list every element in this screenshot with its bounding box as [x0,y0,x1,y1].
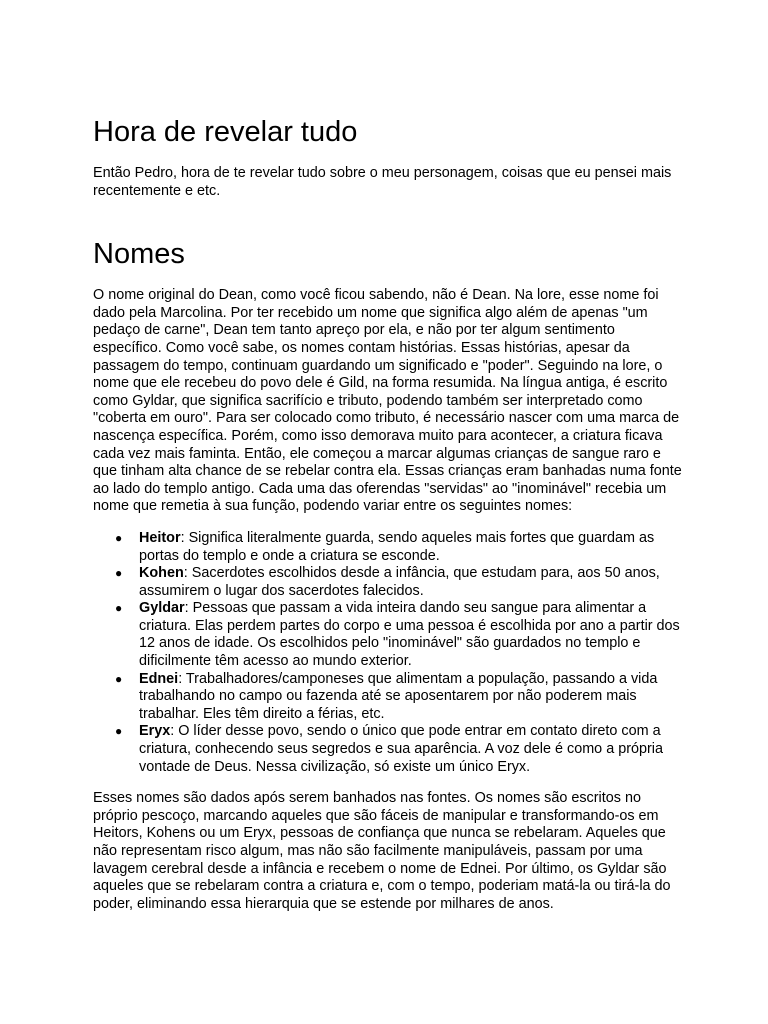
list-item-term: Ednei [139,670,179,687]
nomes-paragraph-1: O nome original do Dean, como você ficou sabendo, não é Dean. Na lore, esse nome foi dado pela Marcolina. Por ter recebido um nome que significa algo além de apenas "um pedaço de carne", Dean tem tanto apreço por ela, e não por ter algum sentimento específico. Como você sabe, os nomes contam histórias. Essas histórias, apesar da passagem do tempo, continuam guardando um significado e "poder". Seguindo na lore, o nome que ele recebeu do povo dele é Gild, na forma resumida. Na língua antiga, é escrito como Gyldar, que significa sacrifício e tributo, podendo também ser interpretado como "coberta em ouro". Para ser colocado como tributo, é necessário nascer com uma marca de nascença específica. Porém, como isso demorava muito para acontecer, a criatura ficava cada vez mais faminta. Então, ele começou a marcar algumas crianças de sangue raro e que tinham alta chance de se rebelar contra ela. Essas crianças eram banhadas numa fonte ao lado do templo antigo. Cada uma das oferendas "servidas" ao "inominável" recebia um nome que remetia à sua função, podendo variar entre os seguintes nomes: [93,287,682,515]
list-item [93,530,683,565]
bullet-icon: ● [115,724,123,739]
list-item-text: : Sacerdotes escolhidos desde a infância, que estudam para, aos 50 anos, assumirem o lugar dos sacerdotes falecidos. [139,565,660,599]
list-item-term: Heitor [139,529,181,546]
list-item [93,723,683,776]
list-item-text: : Trabalhadores/camponeses que alimentam a população, passando a vida trabalhando no campo ou fazenda até se aposentarem por não poderem mais trabalhar. Eles têm direito a férias, etc. [139,670,658,722]
bullet-icon: ● [115,566,123,581]
list-item-text: : Pessoas que passam a vida inteira dando seu sangue para alimentar a criatura. Elas perdem partes do corpo e uma pessoa é escolhida por ano a partir dos 12 anos de idade. Os escolhidos pelo "inominável" são guardados no templo e dificilmente têm acesso ao mundo exterior. [139,600,680,670]
document-title: Hora de revelar tudo [93,116,358,148]
section-heading-nomes: Nomes [93,238,185,271]
document-page [93,114,683,927]
bullet-icon: ● [115,530,123,545]
nomes-paragraph-2: Esses nomes são dados após serem banhados nas fontes. Os nomes são escritos no próprio pescoço, marcando aqueles que são fáceis de manipular e transformando-os em Heitors, Kohens ou um Eryx, pessoas de confiança que nunca se rebelaram. Aqueles que não representam risco algum, mas não são facilmente manipuláveis, passam por uma lavagem cerebral desde a infância e recebem o nome de Ednei. Por último, os Gyldar são aqueles que se rebelaram contra a criatura e, com o tempo, poderiam matá-la ou tirá-la do poder, eliminando essa hierarquia que se estende por milhares de anos. [93,790,671,912]
intro-paragraph: Então Pedro, hora de te revelar tudo sobre o meu personagem, coisas que eu pensei mais recentemente e etc. [93,165,672,199]
list-item [93,671,683,724]
list-item-text: : Significa literalmente guarda, sendo aqueles mais fortes que guardam as portas do templo e onde a criatura se esconde. [139,529,655,564]
list-item [93,565,683,600]
bullet-icon: ● [115,601,123,616]
list-item-term: Kohen [139,565,184,582]
list-item-term: Gyldar [139,600,185,617]
list-item [93,600,683,670]
bullet-icon: ● [115,671,123,686]
list-item-term: Eryx [139,723,171,740]
list-item-text: : O líder desse povo, sendo o único que pode entrar em contato direto com a criatura, conhecendo seus segredos e sua aparência. A voz dele é como a própria vontade de Deus. Nessa civilização, só existe um único Eryx. [139,723,663,775]
names-list [93,530,683,776]
